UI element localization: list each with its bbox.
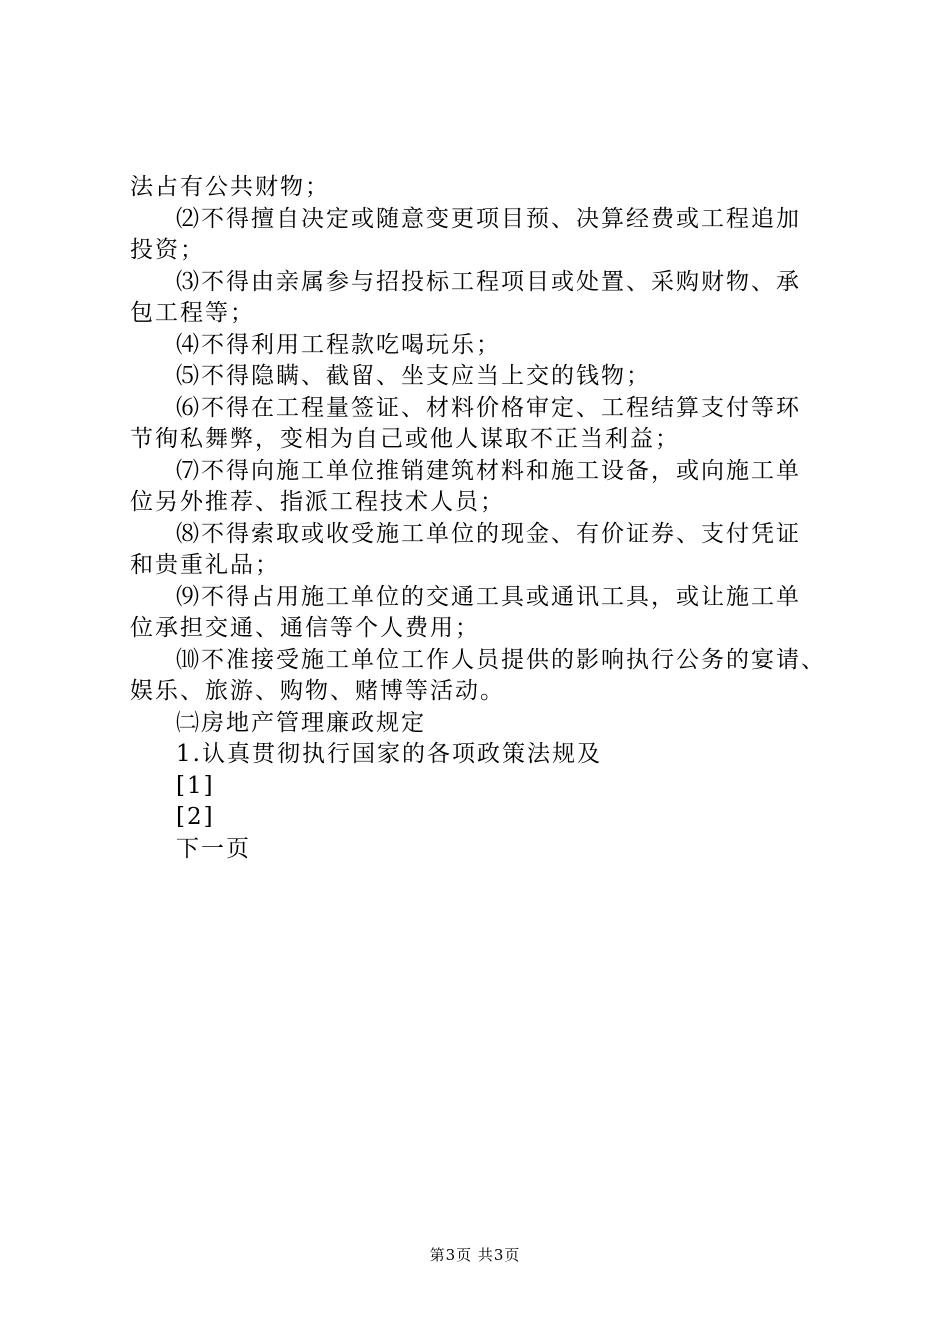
text-line: 位承担交通、通信等个人费用； [130, 615, 480, 641]
text-line: 包工程等； [130, 300, 255, 326]
text-line: 投资； [130, 237, 205, 263]
list-item-9: ⑼不得占用施工单位的交通工具或通讯工具，或让施工单 [176, 583, 801, 610]
list-item-4: ⑷不得利用工程款吃喝玩乐； [176, 331, 501, 358]
list-item-10: ⑽不准接受施工单位工作人员提供的影响执行公务的宴请、 [176, 646, 826, 673]
page-footer: 第3页 共3页 [429, 1246, 521, 1264]
list-item-7: ⑺不得向施工单位推销建筑材料和施工设备，或向施工单 [176, 457, 801, 484]
next-page-link[interactable]: 下一页 [176, 835, 251, 862]
document-body [130, 172, 842, 865]
numbered-item-1: 1.认真贯彻执行国家的各项政策法规及 [176, 741, 602, 767]
text-line: 节徇私舞弊，变相为自己或他人谋取不正当利益； [130, 426, 680, 452]
section-heading: ㈡房地产管理廉政规定 [176, 709, 426, 736]
page-link-2[interactable]: [2] [176, 804, 215, 830]
list-item-3: ⑶不得由亲属参与招投标工程项目或处置、采购财物、承 [176, 268, 801, 295]
list-item-6: ⑹不得在工程量签证、材料价格审定、工程结算支付等环 [176, 394, 801, 421]
list-item-2: ⑵不得擅自决定或随意变更项目预、决算经费或工程追加 [176, 205, 801, 232]
text-line: 娱乐、旅游、购物、赌博等活动。 [130, 678, 505, 704]
page-link-1[interactable]: [1] [176, 772, 215, 799]
list-item-8: ⑻不得索取或收受施工单位的现金、有价证券、支付凭证 [176, 520, 801, 547]
list-item-5: ⑸不得隐瞒、截留、坐支应当上交的钱物； [176, 363, 651, 389]
text-line: 和贵重礼品； [130, 552, 280, 578]
text-line: 位另外推荐、指派工程技术人员； [130, 489, 505, 515]
text-line: 法占有公共财物； [130, 174, 330, 200]
